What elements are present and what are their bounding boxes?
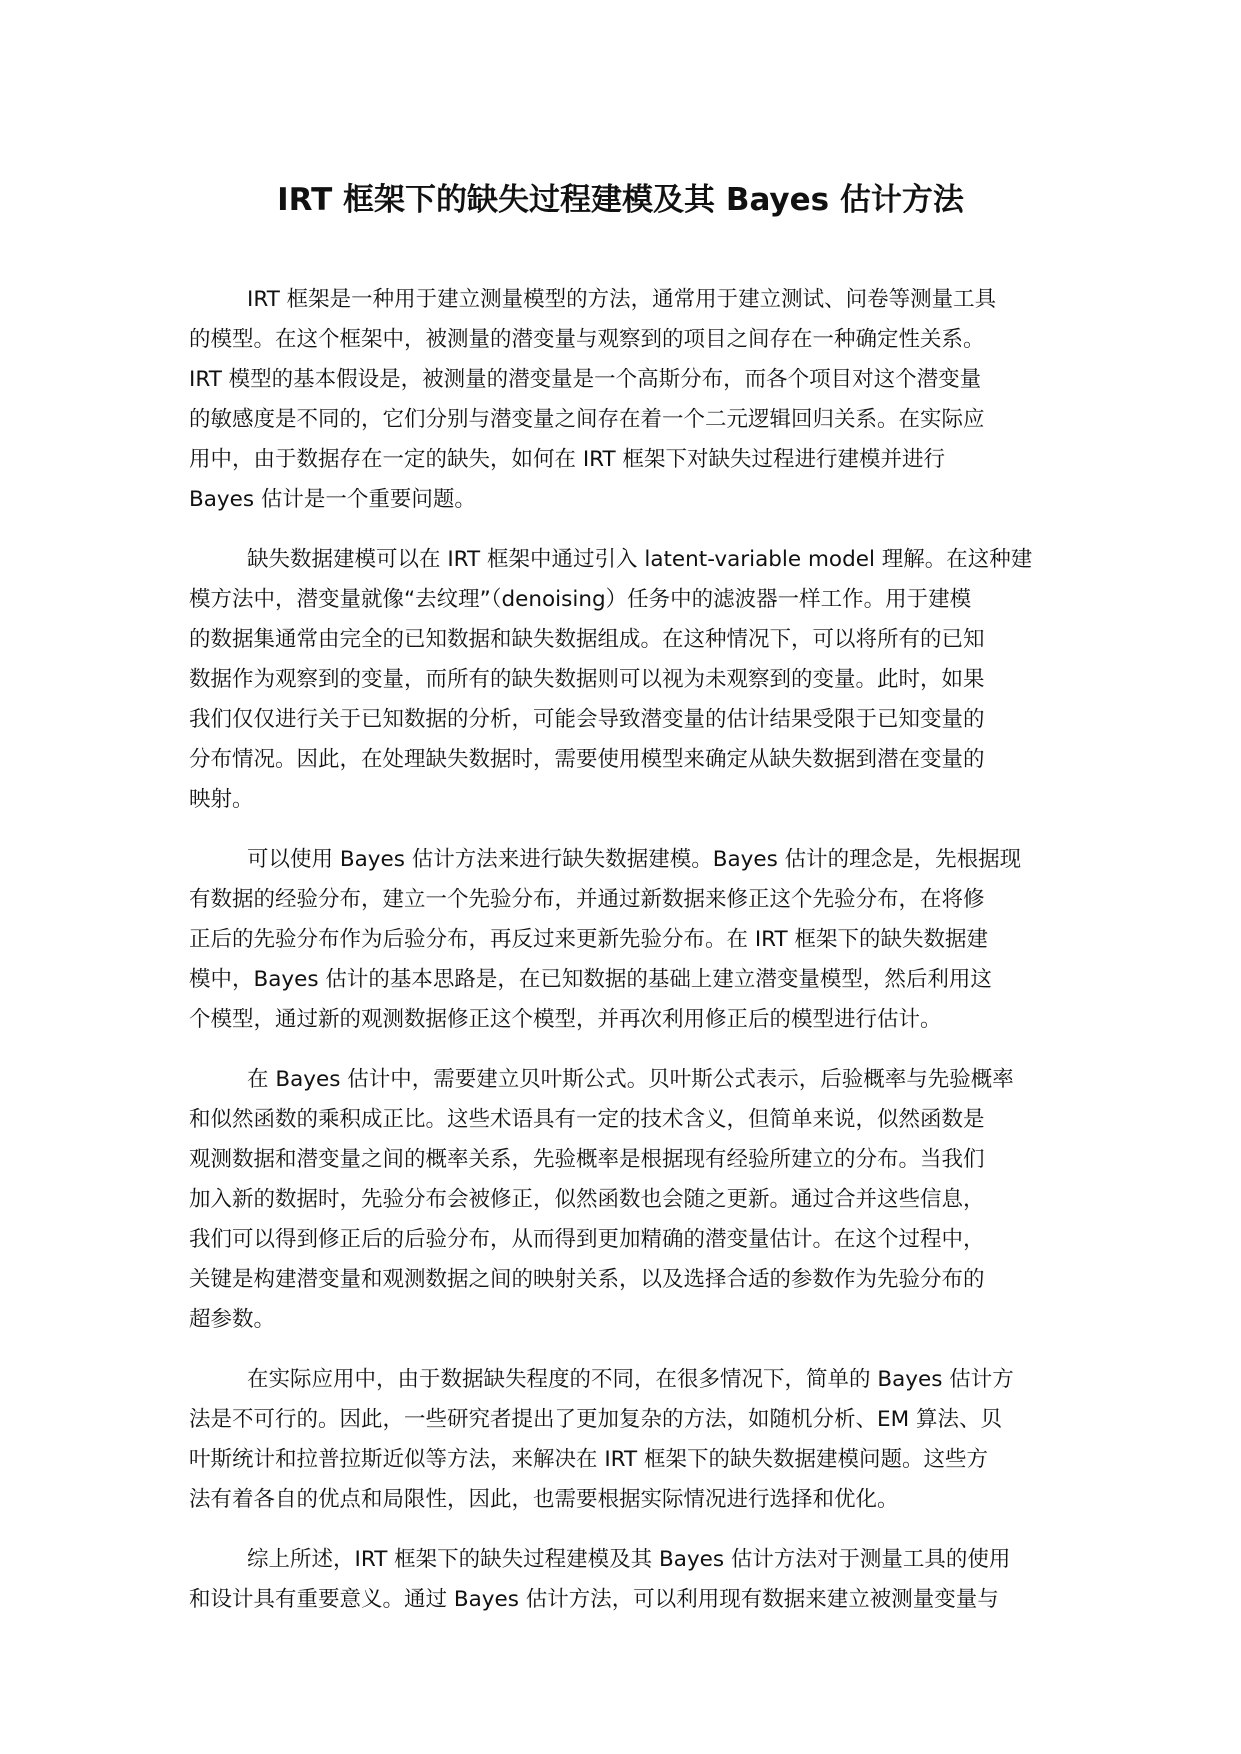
document-title: IRT 框架下的缺失过程建模及其 Bayes 估计方法 [277,182,964,218]
text-line: 综上所述，IRT 框架下的缺失过程建模及其 Bayes 估计方法对于测量工具的使用 [247,1547,1011,1572]
text-line: 分布情况。因此，在处理缺失数据时，需要使用模型来确定从缺失数据到潜在变量的 [189,747,985,772]
paragraph-1 [189,280,1059,520]
text-line: 有数据的经验分布，建立一个先验分布，并通过新数据来修正这个先验分布，在将修 [189,887,985,912]
text-line: 的数据集通常由完全的已知数据和缺失数据组成。在这种情况下，可以将所有的已知 [189,627,985,652]
paragraph-3 [189,840,1059,1040]
text-line: 个模型，通过新的观测数据修正这个模型，并再次利用修正后的模型进行估计。 [189,1007,942,1032]
text-line: 超参数。 [189,1307,276,1332]
text-line: IRT 模型的基本假设是，被测量的潜变量是一个高斯分布，而各个项目对这个潜变量 [189,367,982,392]
text-line: 正后的先验分布作为后验分布，再反过来更新先验分布。在 IRT 框架下的缺失数据建 [189,927,989,952]
paragraph-4 [189,1060,1059,1340]
text-line: Bayes 估计是一个重要问题。 [189,487,476,512]
text-line: IRT 框架是一种用于建立测量模型的方法，通常用于建立测试、问卷等测量工具 [247,287,997,312]
paragraph-2 [189,540,1059,820]
text-line: 加入新的数据时，先验分布会被修正，似然函数也会随之更新。通过合并这些信息， [189,1187,985,1212]
text-line: 映射。 [189,787,254,812]
text-line: 模方法中，潜变量就像“去纹理”（denoising）任务中的滤波器一样工作。用于建模 [189,587,972,612]
text-line: 叶斯统计和拉普拉斯近似等方法，来解决在 IRT 框架下的缺失数据建模问题。这些方 [189,1447,989,1472]
text-line: 的模型。在这个框架中，被测量的潜变量与观察到的项目之间存在一种确定性关系。 [189,327,985,352]
text-line: 法有着各自的优点和局限性，因此，也需要根据实际情况进行选择和优化。 [189,1487,899,1512]
text-line: 用中，由于数据存在一定的缺失，如何在 IRT 框架下对缺失过程进行建模并进行 [189,447,946,472]
text-line: 在 Bayes 估计中，需要建立贝叶斯公式。贝叶斯公式表示，后验概率与先验概率 [247,1067,1014,1092]
paragraph-5 [189,1360,1059,1520]
text-line: 数据作为观察到的变量，而所有的缺失数据则可以视为未观察到的变量。此时，如果 [189,667,985,692]
text-line: 关键是构建潜变量和观测数据之间的映射关系，以及选择合适的参数作为先验分布的 [189,1267,985,1292]
document-body [189,280,1059,1640]
text-line: 我们仅仅进行关于已知数据的分析，可能会导致潜变量的估计结果受限于已知变量的 [189,707,985,732]
text-line: 缺失数据建模可以在 IRT 框架中通过引入 latent-variable model 理解。在这种建 [247,547,1033,572]
text-line: 在实际应用中，由于数据缺失程度的不同，在很多情况下，简单的 Bayes 估计方 [247,1367,1014,1392]
text-line: 模中，Bayes 估计的基本思路是，在已知数据的基础上建立潜变量模型，然后利用这 [189,967,992,992]
text-line: 可以使用 Bayes 估计方法来进行缺失数据建模。Bayes 估计的理念是，先根据现 [247,847,1022,872]
text-line: 的敏感度是不同的，它们分别与潜变量之间存在着一个二元逻辑回归关系。在实际应 [189,407,985,432]
text-line: 观测数据和潜变量之间的概率关系，先验概率是根据现有经验所建立的分布。当我们 [189,1147,985,1172]
text-line: 和似然函数的乘积成正比。这些术语具有一定的技术含义，但简单来说，似然函数是 [189,1107,985,1132]
text-line: 和设计具有重要意义。通过 Bayes 估计方法，可以利用现有数据来建立被测量变量与 [189,1587,999,1612]
text-line: 法是不可行的。因此，一些研究者提出了更加复杂的方法，如随机分析、EM 算法、贝 [189,1407,1002,1432]
text-line: 我们可以得到修正后的后验分布，从而得到更加精确的潜变量估计。在这个过程中， [189,1227,985,1252]
paragraph-6 [189,1540,1059,1620]
